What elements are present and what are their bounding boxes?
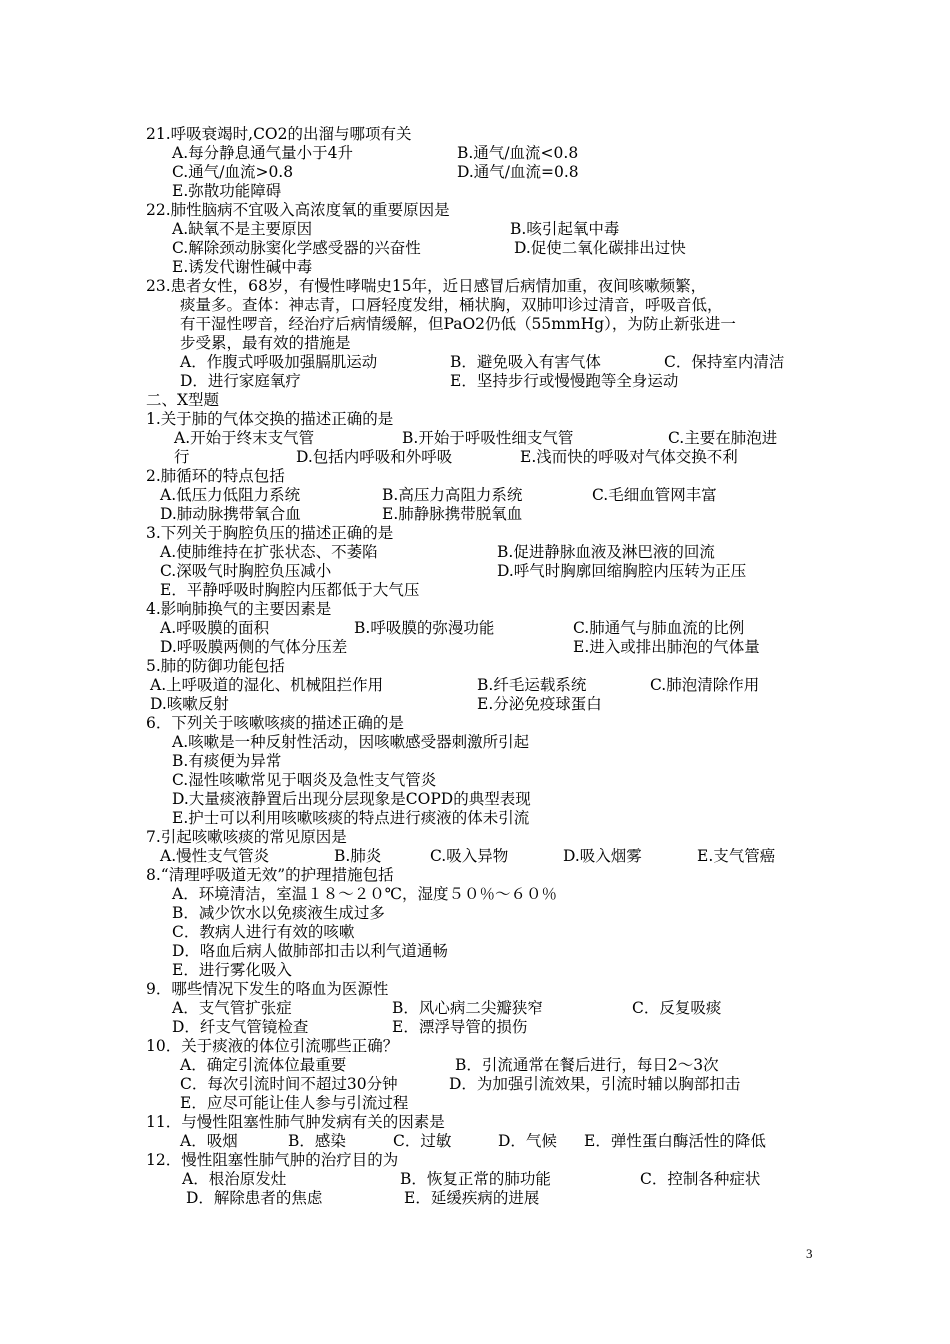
option-text: B．避免吸入有害气体 — [450, 353, 601, 371]
option-text: D.包括内呼吸和外呼吸 — [296, 448, 453, 466]
option-text: C．控制各种症状 — [640, 1170, 761, 1188]
option-text: C.肺泡清除作用 — [650, 676, 760, 694]
option-text: E．延缓疾病的进展 — [404, 1189, 540, 1207]
option-text: B.开始于呼吸性细支气管 — [402, 429, 574, 447]
line-text: D.大量痰液静置后出现分层现象是COPD的典型表现 — [172, 790, 531, 808]
line-text: E.诱发代谢性碱中毒 — [172, 258, 313, 276]
line-text: D.肺动脉携带氧合血 — [160, 505, 301, 523]
option-text: D．为加强引流效果，引流时辅以胸部扣击 — [449, 1075, 741, 1093]
line-text: 23.患者女性，68岁，有慢性哮喘史15年，近日感冒后病情加重，夜间咳嗽频繁， — [146, 277, 707, 295]
option-text: C.肺通气与肺血流的比例 — [573, 619, 745, 637]
line-text: 9．哪些情况下发生的咯血为医源性 — [146, 980, 389, 998]
line-text: A.开始于终末支气管 — [174, 429, 315, 447]
line-text: C.通气/血流>0.8 — [172, 163, 294, 181]
line-text: 8.“清理呼吸道无效”的护理措施包括 — [146, 866, 394, 884]
line-text: B.有痰便为异常 — [172, 752, 282, 770]
line-text: 11．与慢性阻塞性肺气肿发病有关的因素是 — [146, 1113, 445, 1131]
line-text: C．每次引流时间不超过30分钟 — [180, 1075, 398, 1093]
line-text: 12．慢性阻塞性肺气肿的治疗目的为 — [146, 1151, 399, 1169]
option-text: D.通气/血流=0.8 — [457, 163, 579, 181]
option-text: E．坚持步行或慢慢跑等全身运动 — [450, 372, 679, 390]
option-text: E.肺静脉携带脱氧血 — [382, 505, 523, 523]
line-text: A.使肺维持在扩张状态、不萎陷 — [160, 543, 378, 561]
line-text: D．咯血后病人做肺部扣击以利气道通畅 — [172, 942, 448, 960]
option-text: B.通气/血流<0.8 — [457, 144, 579, 162]
option-text: B.促进静脉血液及淋巴液的回流 — [497, 543, 715, 561]
option-text: C.主要在肺泡进 — [668, 429, 778, 447]
line-text: A.低压力低阻力系统 — [160, 486, 301, 504]
line-text: D．纤支气管镜检查 — [172, 1018, 309, 1036]
option-text: E.支气管癌 — [697, 847, 776, 865]
line-text: 有干湿性啰音，经治疗后病情缓解，但PaO2仍低（55mmHg），为防止新张进一 — [180, 315, 736, 333]
line-text: C．教病人进行有效的咳嗽 — [172, 923, 355, 941]
option-text: C．过敏 — [393, 1132, 452, 1150]
option-text: E.进入或排出肺泡的气体量 — [573, 638, 760, 656]
option-text: E．漂浮导管的损伤 — [392, 1018, 528, 1036]
line-text: E．平静呼吸时胸腔内压都低于大气压 — [160, 581, 420, 599]
line-text: E.护士可以利用咳嗽咳痰的特点进行痰液的体未引流 — [172, 809, 530, 827]
line-text: D.呼吸膜两侧的气体分压差 — [160, 638, 348, 656]
option-text: D.促使二氧化碳排出过快 — [514, 239, 686, 257]
line-text: A．确定引流体位最重要 — [180, 1056, 347, 1074]
line-text: 痰量多。查体：神志青，口唇轻度发绀，桶状胸，双肺叩诊过清音，呼吸音低， — [180, 296, 723, 314]
line-text: A．作腹式呼吸加强膈肌运动 — [180, 353, 378, 371]
line-text: A.每分静息通气量小于4升 — [172, 144, 353, 162]
line-text: A.呼吸膜的面积 — [160, 619, 270, 637]
line-text: 21.呼吸衰竭时,CO2的出溜与哪项有关 — [146, 125, 412, 143]
line-text: 6．下列关于咳嗽咳痰的描述正确的是 — [146, 714, 404, 732]
line-text: 5.肺的防御功能包括 — [146, 657, 285, 675]
option-text: D.呼气时胸廓回缩胸腔内压转为正压 — [497, 562, 747, 580]
option-text: B.纤毛运载系统 — [477, 676, 587, 694]
option-text: B.高压力高阻力系统 — [382, 486, 523, 504]
line-text: 二、X型题 — [146, 391, 220, 409]
option-text: D．气候 — [498, 1132, 557, 1150]
line-text: A.上呼吸道的湿化、机械阻拦作用 — [150, 676, 384, 694]
line-text: A.缺氧不是主要原因 — [172, 220, 313, 238]
option-text: C．保持室内清洁 — [664, 353, 785, 371]
line-text: D．解除患者的焦虑 — [186, 1189, 323, 1207]
line-text: A.咳嗽是一种反射性活动，因咳嗽感受器刺激所引起 — [172, 733, 530, 751]
line-text: 步受累，最有效的措施是 — [180, 334, 351, 352]
option-text: B．感染 — [288, 1132, 346, 1150]
option-text: E.浅而快的呼吸对气体交换不利 — [520, 448, 738, 466]
option-text: D.吸入烟雾 — [563, 847, 642, 865]
line-text: A．环境清洁，室温１８～２０℃，湿度５０％～６０％ — [172, 885, 558, 903]
line-text: C.深吸气时胸腔负压减小 — [160, 562, 332, 580]
line-text: B．减少饮水以免痰液生成过多 — [172, 904, 385, 922]
option-text: B．风心病二尖瓣狭窄 — [392, 999, 543, 1017]
option-text: E．弹性蛋白酶活性的降低 — [584, 1132, 766, 1150]
option-text: C．反复吸痰 — [632, 999, 722, 1017]
line-text: C.解除颈动脉窦化学感受器的兴奋性 — [172, 239, 421, 257]
option-text: C.吸入异物 — [430, 847, 509, 865]
line-text: 7.引起咳嗽咳痰的常见原因是 — [146, 828, 347, 846]
line-text: 22.肺性脑病不宜吸入高浓度氧的重要原因是 — [146, 201, 450, 219]
line-text: A．吸烟 — [180, 1132, 238, 1150]
line-text: 3.下列关于胸腔负压的描述正确的是 — [146, 524, 394, 542]
line-text: 10．关于痰液的体位引流哪些正确？ — [146, 1037, 399, 1055]
line-text: C.湿性咳嗽常见于咽炎及急性支气管炎 — [172, 771, 437, 789]
line-text: 行 — [174, 448, 190, 466]
option-text: E.分泌免疫球蛋白 — [477, 695, 602, 713]
option-text: B．引流通常在餐后进行，每日2～3次 — [455, 1056, 719, 1074]
page-number: 3 — [806, 1246, 813, 1261]
line-text: A.慢性支气管炎 — [160, 847, 270, 865]
line-text: E.弥散功能障碍 — [172, 182, 282, 200]
option-text: B.咳引起氧中毒 — [510, 220, 620, 238]
line-text: 1.关于肺的气体交换的描述正确的是 — [146, 410, 394, 428]
line-text: D.咳嗽反射 — [150, 695, 229, 713]
line-text: E．应尽可能让佳人参与引流过程 — [180, 1094, 409, 1112]
line-text: D．进行家庭氧疗 — [180, 372, 301, 390]
option-text: B．恢复正常的肺功能 — [400, 1170, 551, 1188]
line-text: E．进行雾化吸入 — [172, 961, 292, 979]
option-text: B.肺炎 — [334, 847, 382, 865]
line-text: A．支气管扩张症 — [172, 999, 292, 1017]
line-text: 2.肺循环的特点包括 — [146, 467, 285, 485]
option-text: B.呼吸膜的弥漫功能 — [354, 619, 495, 637]
option-text: C.毛细血管网丰富 — [592, 486, 717, 504]
line-text: 4.影响肺换气的主要因素是 — [146, 600, 332, 618]
line-text: A．根治原发灶 — [182, 1170, 287, 1188]
